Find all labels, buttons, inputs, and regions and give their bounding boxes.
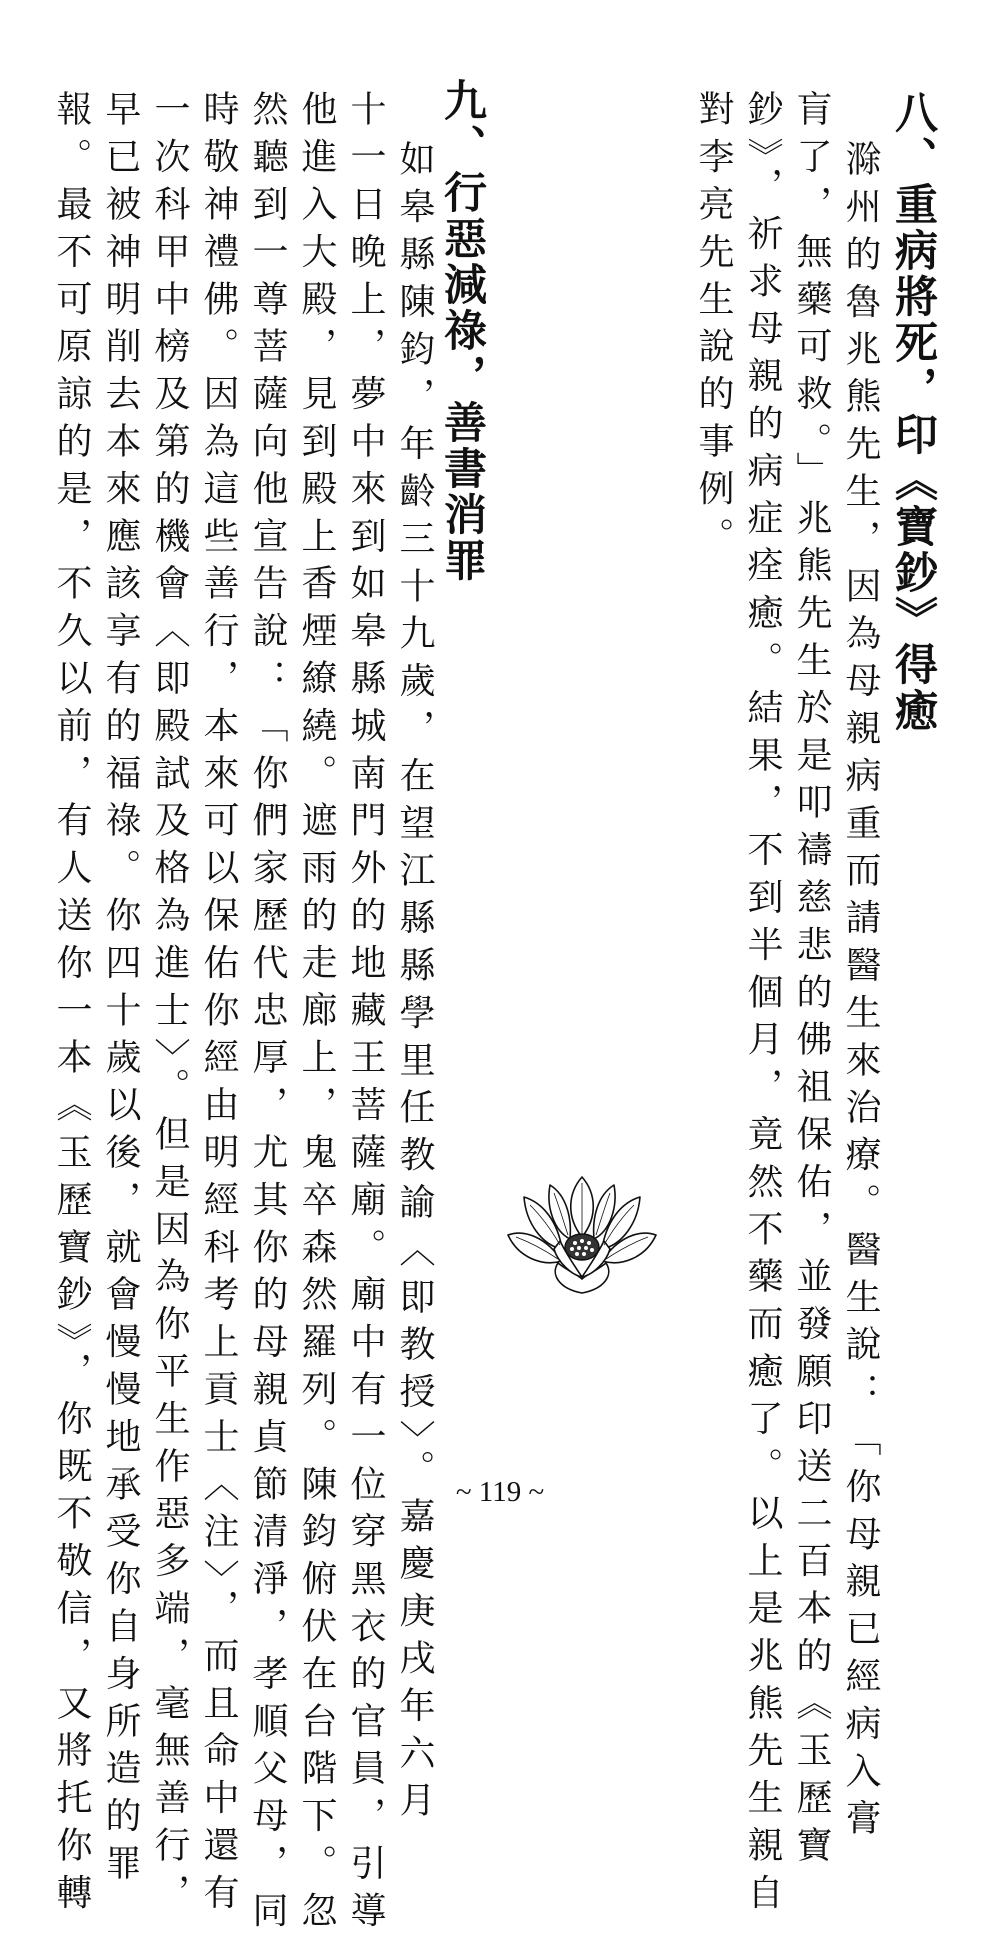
section-9-line: 他進入大殿，見到殿上香煙繚繞。遮雨的走廊上，鬼卒森然羅列。陳鈞俯伏在台階下。忽 [296,90,337,1939]
section-9-line: 時敬神禮佛。因為這些善行，本來可以保佑你經由明經科考上貢士〈注〉，而且命中還有 [198,90,239,1921]
section-9-line: 然聽到一尊菩薩向他宣告說：「你們家歷代忠厚，尤其你的母親貞節清淨，孝順父母，同 [247,90,288,1939]
page-number: ~ 119 ~ [455,1476,545,1508]
section-9-title: 九、行惡減祿，善書消罪 [437,78,487,584]
section-8-line: 滁州的魯兆熊先生，因為母親病重而請醫生來治療。醫生說：「你母親已經病入膏 [840,140,881,1847]
section-8-line: 肓了，無藥可救。」兆熊先生於是叩禱慈悲的佛祖保佑，並發願印送二百本的《玉歷寶 [791,90,832,1874]
section-9-line: 如皋縣陳鈞，年齡三十九歲，在望江縣縣學里任教諭〈即教授〉。嘉慶庚戌年六月 [394,140,435,1829]
section-8-title: 八、重病將死，印《寶鈔》得癒 [888,90,938,734]
section-9-line: 早已被神明削去本來應該享有的福祿。你四十歲以後，就會慢慢地承受你自身所造的罪 [100,90,141,1892]
section-9-line: 報。最不可原諒的是，不久以前，有人送你一本《玉歷寶鈔》，你既不敬信，又將托你轉 [51,90,92,1921]
section-9-line: 一次科甲中榜及第的機會〈即殿試及格為進士〉。但是因為你平生作惡多端，毫無善行， [149,90,190,1921]
section-9-line: 十一日晚上，夢中來到如皋縣城南門外的地藏王菩薩廟。廟中有一位穿黑衣的官員，引導 [345,90,386,1939]
section-8-line: 鈔》，祈求母親的病症痊癒。結果，不到半個月，竟然不藥而癒了。以上是兆熊先生親自 [742,90,783,1921]
lotus-icon [502,1175,662,1295]
section-8-line: 對李亮先生說的事例。 [693,90,734,564]
